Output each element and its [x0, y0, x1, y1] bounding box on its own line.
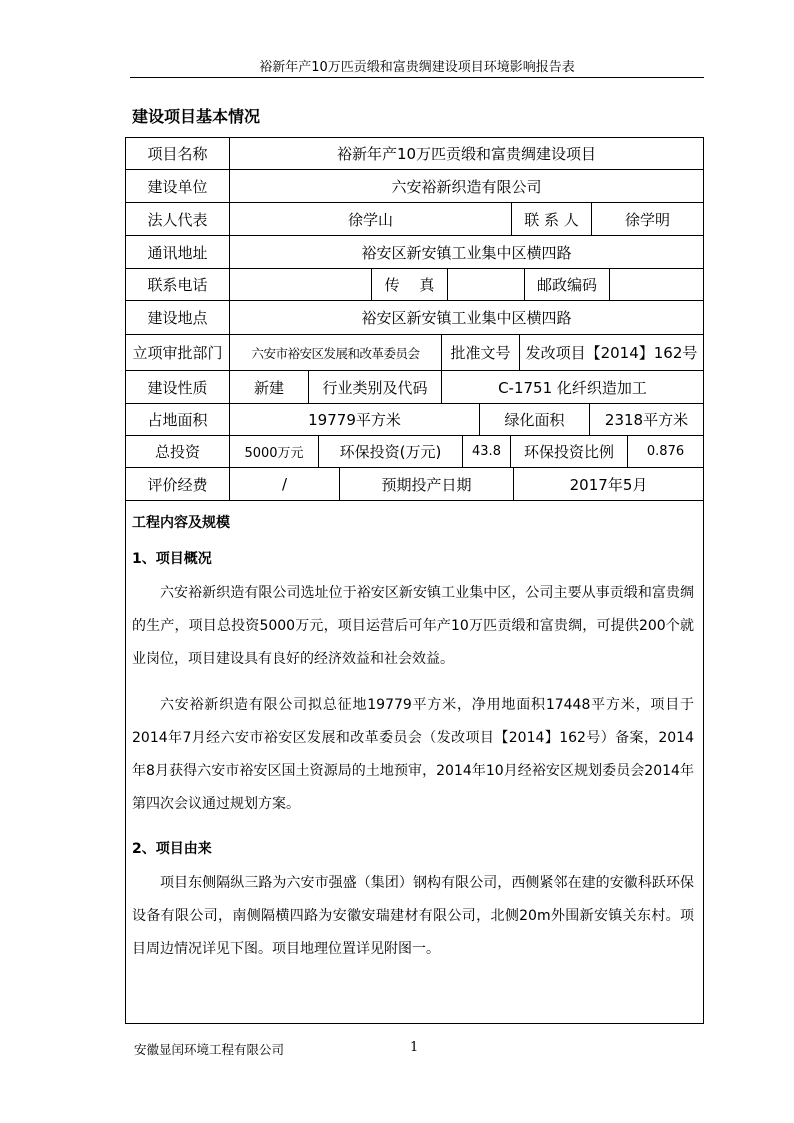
value-site: 裕安区新安镇工业集中区横四路	[230, 301, 703, 335]
label-phone: 联系电话	[126, 269, 230, 301]
value-construction-unit: 六安裕新织造有限公司	[230, 170, 703, 203]
label-project-name: 项目名称	[126, 138, 230, 170]
document-header: 裕新年产10万匹贡缎和富贵绸建设项目环境影响报告表	[259, 60, 575, 75]
value-project-name: 裕新年产10万匹贡缎和富贵绸建设项目	[230, 138, 703, 170]
label-approval-no: 批准文号	[442, 335, 520, 371]
label-industry: 行业类别及代码	[309, 371, 442, 404]
value-nature: 新建	[230, 371, 309, 404]
label-eval-fee: 评价经费	[126, 468, 230, 501]
value-postcode	[610, 269, 703, 301]
section-2-paragraph-1: 项目东侧隔纵三路为六安市强盛（集团）钢构有限公司，西侧紧邻在建的安徽科跃环保设备有限公司，南侧隔横四路为安徽安瑞建材有限公司，北侧20m外围新安镇关东村。项目周边情况详见下图。项目地理位置详见附图一。	[132, 875, 694, 957]
value-approval-dept: 六安市裕安区发展和改革委员会	[230, 335, 442, 371]
label-postcode: 邮政编码	[525, 269, 610, 301]
section-2-heading: 2、项目由来	[132, 841, 212, 857]
label-start-date: 预期投产日期	[340, 468, 514, 501]
label-address: 通讯地址	[126, 236, 230, 269]
section-1-heading: 1、项目概况	[132, 551, 212, 567]
value-phone	[230, 269, 372, 301]
label-legal-rep: 法人代表	[126, 203, 230, 236]
label-construction-unit: 建设单位	[126, 170, 230, 203]
value-land-area: 19779平方米	[230, 404, 480, 436]
value-env-ratio: 0.876	[628, 436, 703, 468]
value-contact-person: 徐学明	[592, 203, 703, 236]
value-total-investment: 5000万元	[230, 436, 319, 468]
value-eval-fee: /	[230, 468, 340, 501]
label-env-investment: 环保投资(万元)	[319, 436, 463, 468]
section-1-paragraph-2: 六安裕新织造有限公司拟总征地19779平方米，净用地面积17448平方米，项目于2014年7月经六安市裕安区发展和改革委员会（发改项目【2014】162号）备案，2014年8月获得六安市裕安区国土资源局的土地预审，2014年10月经裕安区规划委员会2014年第四次会议通过规划方案。	[132, 697, 694, 812]
footer-company: 安徽显闰环境工程有限公司	[134, 1042, 285, 1057]
label-site: 建设地点	[126, 301, 230, 335]
section-1-paragraph-1: 六安裕新织造有限公司选址位于裕安区新安镇工业集中区，公司主要从事贡缎和富贵绸的生产，项目总投资5000万元，项目运营后可年产10万匹贡缎和富贵绸，可提供200个就业岗位，项目建设具有良好的经济效益和社会效益。	[132, 585, 694, 667]
label-env-ratio: 环保投资比例	[511, 436, 628, 468]
label-green-area: 绿化面积	[480, 404, 590, 436]
label-approval-dept: 立项审批部门	[126, 335, 230, 371]
page-number: 1	[410, 1040, 419, 1055]
value-env-investment: 43.8	[463, 436, 511, 468]
value-approval-no: 发改项目【2014】162号	[520, 335, 703, 371]
section-title: 建设项目基本情况	[132, 107, 261, 126]
label-nature: 建设性质	[126, 371, 230, 404]
value-green-area: 2318平方米	[590, 404, 703, 436]
header-rule	[130, 77, 704, 78]
label-contact-person: 联 系 人	[512, 203, 592, 236]
label-land-area: 占地面积	[126, 404, 230, 436]
value-legal-rep: 徐学山	[230, 203, 512, 236]
value-start-date: 2017年5月	[514, 468, 703, 501]
value-fax	[448, 269, 525, 301]
label-fax: 传 真	[372, 269, 448, 301]
label-total-investment: 总投资	[126, 436, 230, 468]
value-industry: C-1751 化纤织造加工	[442, 371, 703, 404]
content-title: 工程内容及规模	[132, 515, 230, 531]
value-address: 裕安区新安镇工业集中区横四路	[230, 236, 703, 269]
